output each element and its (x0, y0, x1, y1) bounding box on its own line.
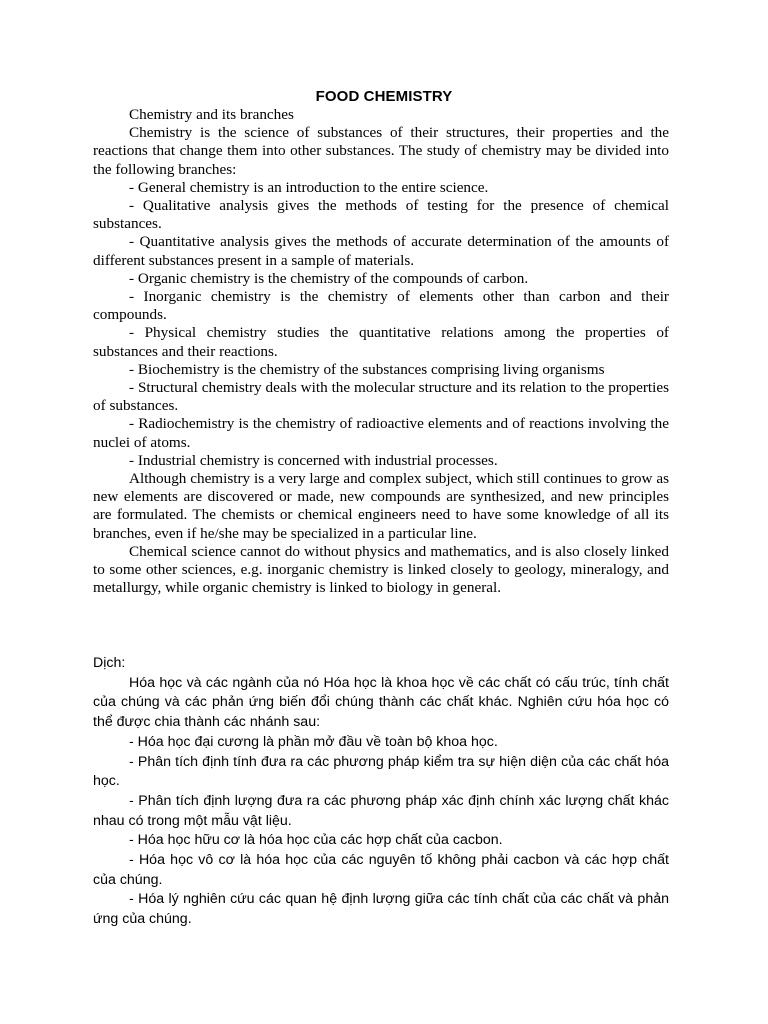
branch-item: - Structural chemistry deals with the molecular structure and its relation to the properties of substances. (93, 379, 669, 415)
branch-item: - Quantitative analysis gives the methods of accurate determination of the amounts of different substances present in a sample of materials. (93, 233, 669, 269)
branch-item: - Industrial chemistry is concerned with industrial processes. (129, 451, 498, 469)
translation-item: - Hóa học đại cương là phần mở đầu về toàn bộ khoa học. (129, 733, 498, 750)
translation-item: - Hóa học vô cơ là hóa học của các nguyên tố không phải cacbon và các hợp chất của chúng. (93, 852, 669, 888)
branch-item: - Qualitative analysis gives the methods of testing for the presence of chemical substances. (93, 197, 669, 233)
branch-item: - Radiochemistry is the chemistry of radioactive elements and of reactions involving the nuclei of atoms. (93, 415, 669, 451)
english-text (93, 106, 669, 597)
document-title: FOOD CHEMISTRY (315, 88, 453, 105)
translation-item: - Phân tích định lượng đưa ra các phương pháp xác định chính xác lượng chất khác nhau có trong một mẫu vật liệu. (93, 792, 669, 829)
branch-item: - Organic chemistry is the chemistry of the compounds of carbon. (129, 269, 529, 287)
translation-item: - Phân tích định tính đưa ra các phương pháp kiểm tra sự hiện diện của các chất hóa học. (93, 753, 669, 790)
translation-intro: Hóa học và các ngành của nó Hóa học là khoa học về các chất có cấu trúc, tính chất của chúng và các phản ứng biến đổi chúng thành các chất khác. Nghiên cứu hóa học có thể được chia thành các nhánh sau: (93, 674, 669, 731)
body-paragraph: Chemical science cannot do without physics and mathematics, and is also closely linked to some other sciences, e.g. inorganic chemistry is linked closely to geology, mineralogy, and metallurgy, while organic chemistry is linked to biology in general. (93, 542, 669, 597)
vietnamese-translation (93, 654, 669, 930)
body-paragraph: Although chemistry is a very large and complex subject, which still continues to grow as new elements are discovered or made, new compounds are synthesized, and new principles are formulated. The chemists or chemical engineers need to have some knowledge of all its branches, even if he/she may be specialized in a particular line. (93, 470, 669, 542)
branch-item: - General chemistry is an introduction to the entire science. (129, 178, 489, 196)
translation-item: - Hóa học hữu cơ là hóa học của các hợp chất của cacbon. (129, 832, 503, 849)
translation-item: - Hóa lý nghiên cứu các quan hệ định lượng giữa các tính chất của các chất và phản ứng của chúng. (93, 891, 669, 928)
translation-label: Dịch: (93, 655, 126, 671)
branch-item: - Biochemistry is the chemistry of the substances comprising living organisms (129, 360, 605, 378)
section-heading: Chemistry and its branches (129, 106, 294, 123)
intro-paragraph: Chemistry is the science of substances of their structures, their properties and the reactions that change them into other substances. The study of chemistry may be divided into the following branches: (93, 124, 669, 178)
branch-item: - Inorganic chemistry is the chemistry of elements other than carbon and their compounds. (93, 288, 669, 324)
branch-item: - Physical chemistry studies the quantitative relations among the properties of substances and their reactions. (93, 324, 669, 360)
